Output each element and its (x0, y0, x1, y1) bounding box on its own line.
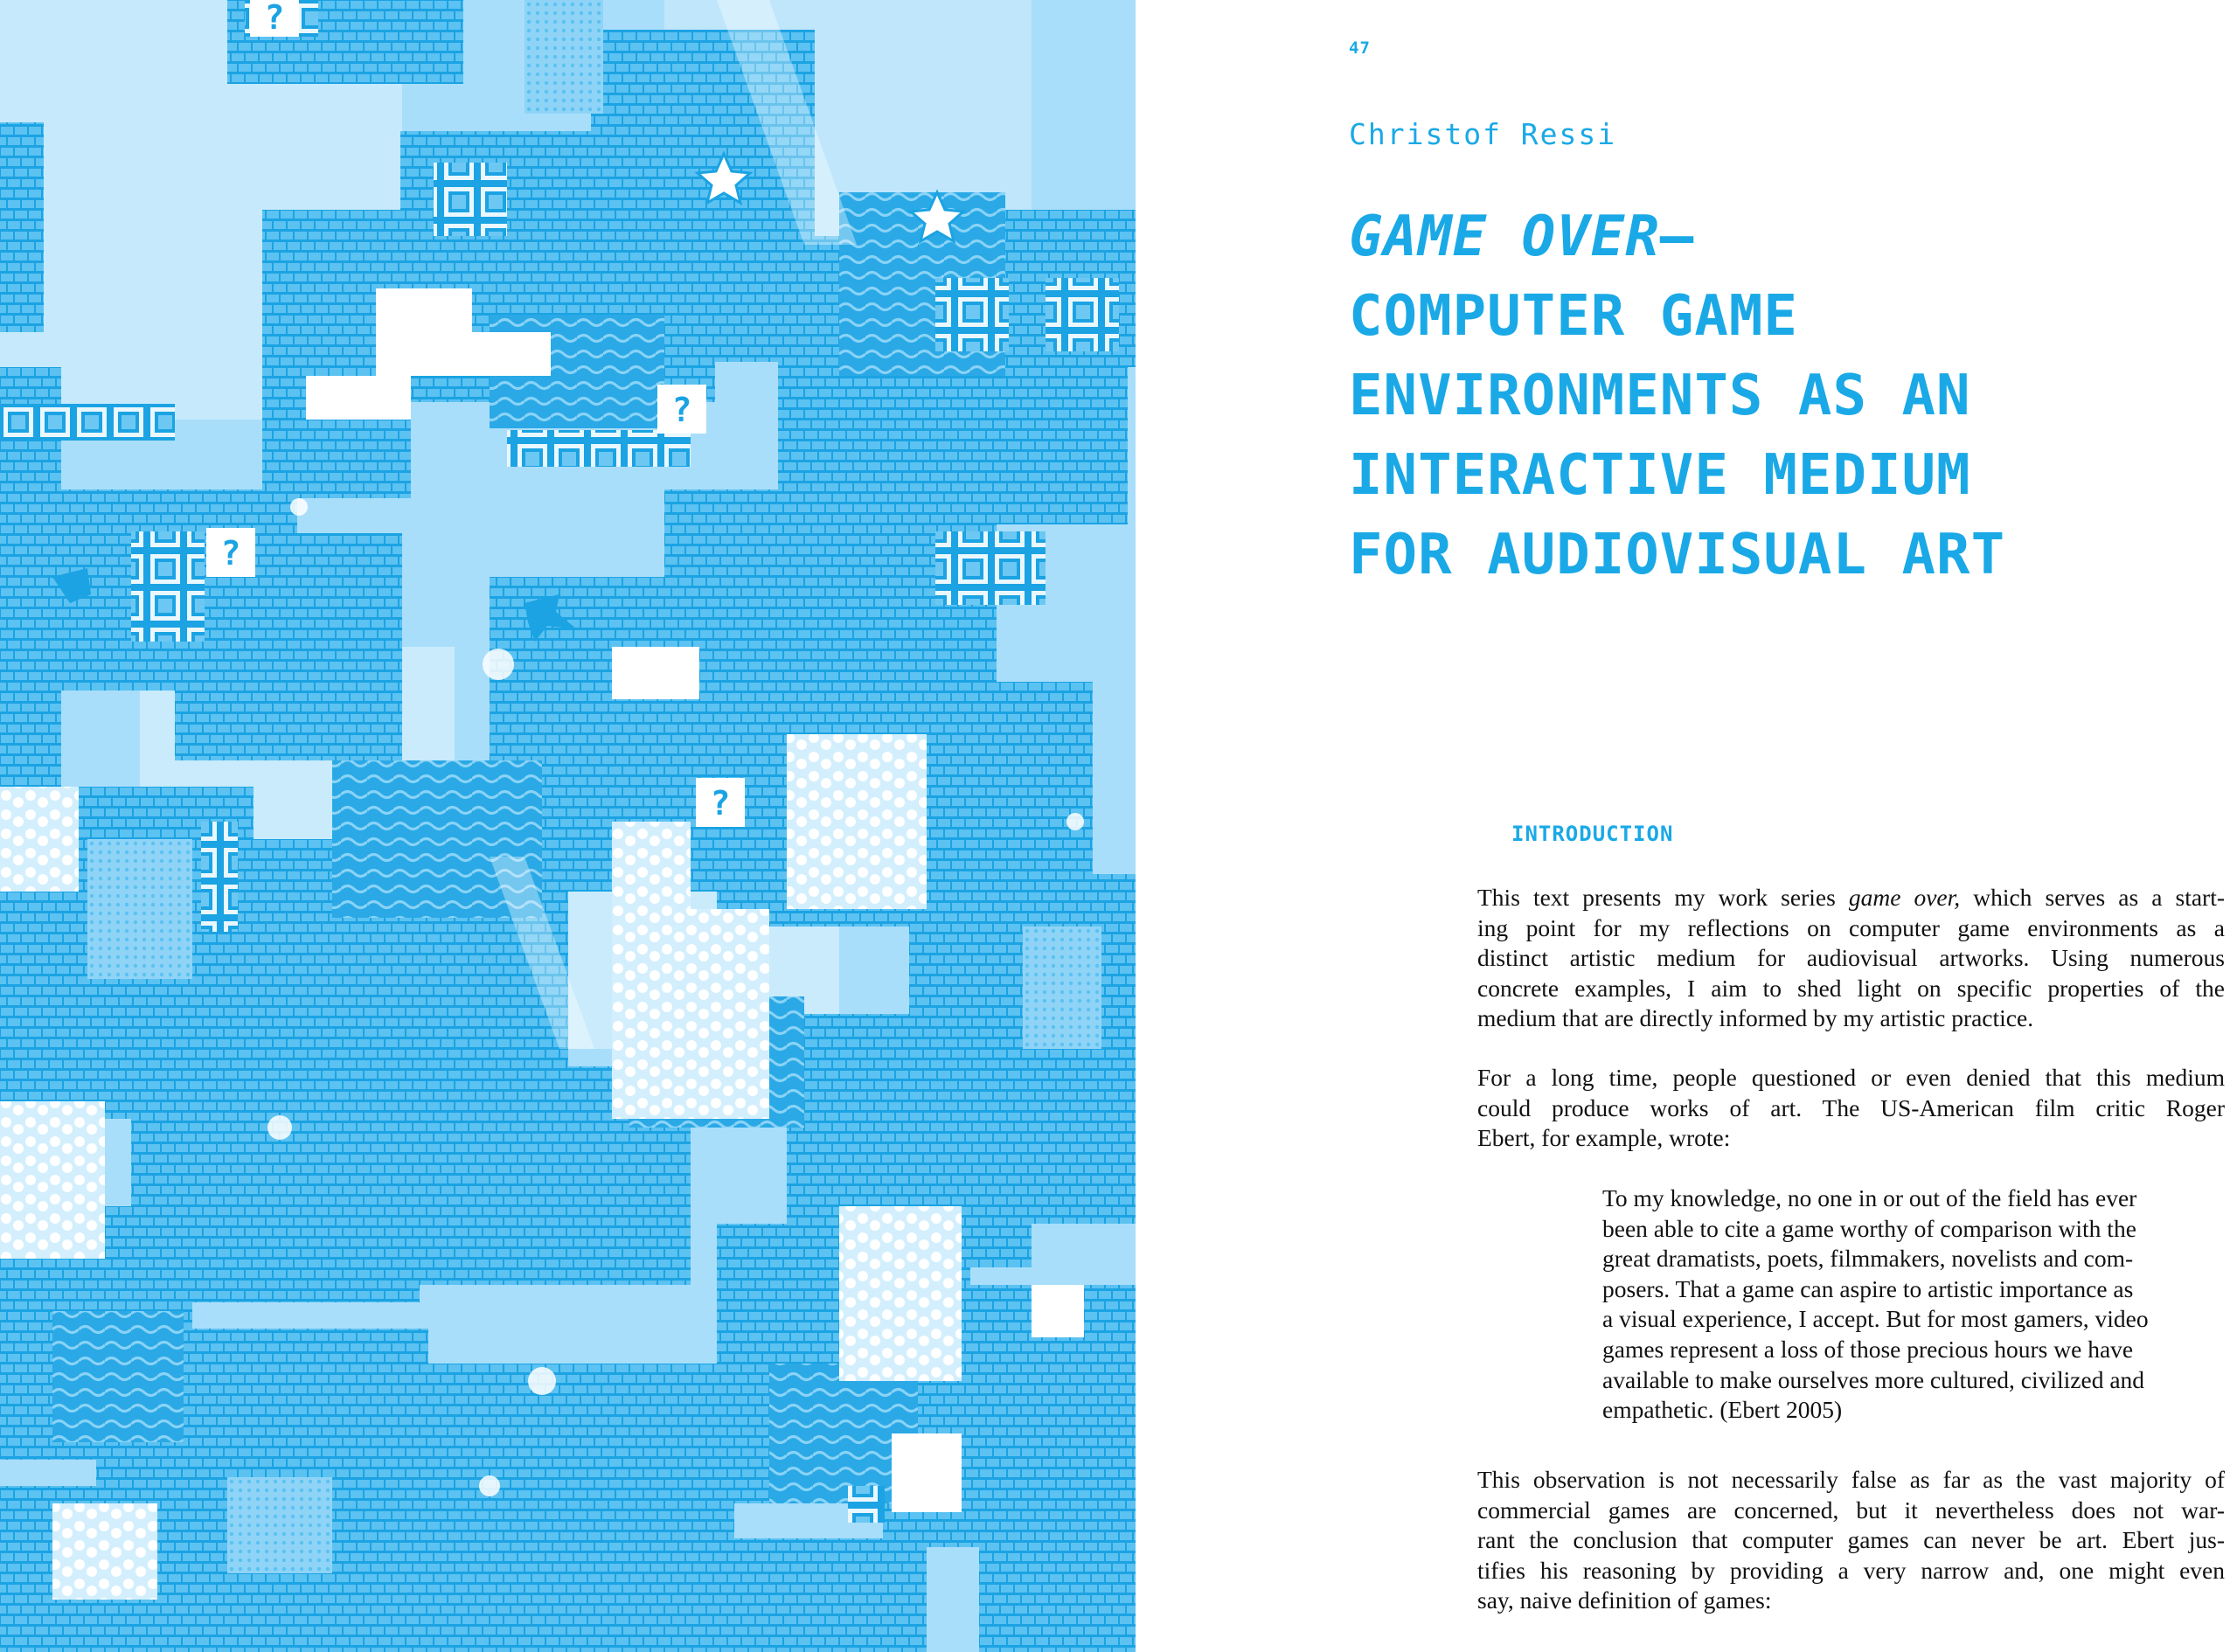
text-line: commercial games are concerned, but it nevertheless does not war- (1477, 1496, 2225, 1524)
title-dash: — (1659, 205, 1695, 269)
svg-text:?: ? (220, 534, 241, 573)
title-line: INTERACTIVE MEDIUM (1349, 443, 1971, 508)
quote-line: games represent a loss of those precious hours we have (1602, 1335, 2134, 1363)
title-line: ENVIRONMENTS AS AN (1349, 364, 1971, 428)
section-heading: INTRODUCTION (1511, 822, 1674, 846)
author-name: Christof Ressi (1349, 117, 1617, 151)
text-line: tifies his reasoning by providing a very narrow and, one might even (1477, 1556, 2225, 1584)
quote-line: posers. That a game can aspire to artistic importance as (1602, 1274, 2134, 1302)
text-line: distinct artistic medium for audiovisual artworks. Using numerous (1477, 944, 2225, 972)
quote-line: a visual experience, I accept. But for most gamers, video (1602, 1305, 2149, 1333)
text-line: say, naive definition of games: (1477, 1586, 1772, 1614)
quote-line: great dramatists, poets, filmmakers, novelists and com- (1602, 1245, 2134, 1273)
text-line: medium that are directly informed by my artistic practice. (1477, 1004, 2034, 1032)
title-line: COMPUTER GAME (1349, 284, 1798, 349)
text-line: could produce works of art. The US-American film critic Roger (1477, 1093, 2225, 1121)
svg-text:?: ? (710, 784, 731, 823)
title-line: FOR AUDIOVISUAL ART (1349, 523, 2006, 587)
work-title-emphasis: game over, (1848, 884, 1961, 911)
paragraph-intro (1477, 883, 2225, 1034)
quote-line: empathetic. (Ebert 2005) (1602, 1396, 1843, 1424)
block-quote (1602, 1183, 2214, 1426)
text-segment: which serves as a start- (1960, 884, 2225, 911)
title-lead: GAME OVER (1349, 205, 1660, 269)
text-line: This observation is not necessarily false as far as the vast majority of (1477, 1466, 2225, 1493)
title-line (1349, 198, 2214, 277)
text-segment: This text presents my work series (1477, 884, 1849, 911)
paragraph-ebert-intro (1477, 1063, 2225, 1154)
quote-line: been able to cite a game worthy of comparison with the (1602, 1214, 2136, 1242)
text-line: For a long time, people questioned or even denied that this medium (1477, 1064, 2225, 1091)
quote-line: available to make ourselves more cultured, civilized and (1602, 1365, 2145, 1393)
text-line: ing point for my reflections on computer game environments as a (1477, 913, 2225, 941)
paragraph-observation (1477, 1465, 2225, 1616)
text-line: concrete examples, I aim to shed light on specific properties of the (1477, 974, 2225, 1002)
article-title (1349, 198, 2214, 595)
text-line: Ebert, for example, wrote: (1477, 1124, 1731, 1152)
text-line (1477, 883, 2225, 913)
svg-text:?: ? (264, 0, 285, 37)
text-line: rant the conclusion that computer games can never be art. Ebert jus- (1477, 1526, 2225, 1554)
svg-text:?: ? (671, 391, 692, 429)
page-number: 47 (1349, 38, 1371, 58)
quote-line: To my knowledge, no one in or out of the field has ever (1602, 1184, 2137, 1211)
